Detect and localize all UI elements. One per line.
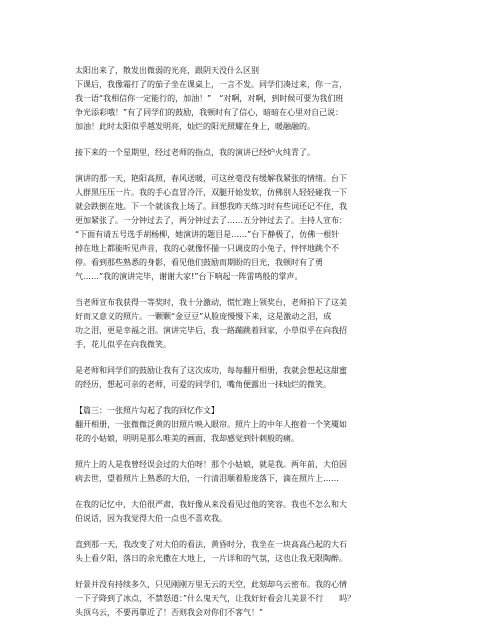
text-line: 好而又意义的照片。一颗颗“金豆豆”从脸庞慢慢下来，这是激动之泪，成 <box>75 312 332 321</box>
text-line: 太阳出来了，散发出微弱的光亮，跟阴天没什么区别 <box>75 66 259 75</box>
text-line: 演讲的那一天，艳阳高照，春风送暖，可这丝毫没有缓解我紧张的情绪。台下 <box>75 174 347 183</box>
text-line: 气……”我的演讲完毕，谢谢大家!”台下响起一阵雷鸣般的掌声。 <box>75 272 303 281</box>
paragraph <box>75 578 405 620</box>
text-line: 照片上的人是我曾经误会过的大伯呀！那个小姑娘，就是我。两年前，大伯因 <box>75 460 347 469</box>
paragraph <box>75 172 405 284</box>
text-line: 当老师宣布我获得一等奖时，我十分激动，慌忙跑上领奖台，老师拍下了这美 <box>75 298 347 307</box>
text-line: 一下子降到了冰点，不禁怒道：”什么鬼天气，让我好好看会儿美景不行 吗？ <box>75 594 356 603</box>
text-line: 花的小姑娘，明明是那么唯美的画面，我却感觉到针刺般的痛。 <box>75 434 299 443</box>
text-line: 是老师和同学们的鼓励让我有了这次成功，每每翻开相册，我就会想起这甜蜜 <box>75 366 347 375</box>
text-line: 手，花儿似乎在向我微笑。 <box>75 340 171 349</box>
paragraph <box>75 296 405 352</box>
text-line: “下面有请五号选手胡杨柳，她演讲的题目是……”台下静极了，仿佛一根针 <box>75 230 340 239</box>
text-line: 翻开相册，一张微微泛黄的旧照片映入眼帘。照片上的中年人抱着一个笑魇如 <box>75 420 347 429</box>
text-line: 的经历，想起可亲的老师，可爱的同学们，嘴角便露出一抹灿烂的微笑。 <box>75 380 331 389</box>
text-line: 掉在地上都能听见声音，我的心就像怀揣一只调皮的小兔子，怦怦地跳个不 <box>75 244 339 253</box>
paragraph <box>75 458 405 486</box>
text-line: 在我的记忆中，大伯很严肃，我好像从来没看见过他的笑容。我也不怎么和大 <box>75 500 347 509</box>
text-line: 下课后，我像霜打了的茄子坐在课桌上，一言不发。同学们凑过来，你一言， <box>75 80 347 89</box>
paragraph <box>75 64 405 134</box>
text-line: 停。看到那些熟悉的身影，看见他们鼓励而期盼的目光，我顿时有了勇 <box>75 258 323 267</box>
text-line: 功之泪，更是幸福之泪。演讲完毕后，我一路蹦跳着回家，小草似乎在向我招 <box>75 326 347 335</box>
text-line: 争光添彩哦！”有了同学们的鼓励，我顿时有了信心，暗暗在心里对自己说： <box>75 108 344 117</box>
text-line: 接下来的一个星期里，经过老师的指点，我的演讲已经炉火纯青了。 <box>75 148 315 157</box>
text-line: 人群黑压压一片。我的手心直冒冷汗，双腿开始发软，仿佛别人轻轻碰我一下 <box>75 188 347 197</box>
paragraph <box>75 404 405 446</box>
paragraph <box>75 364 405 392</box>
article-body <box>75 64 405 632</box>
text-line: 好景并没有持续多久，只见刚刚万里无云的天空，此刻却乌云密布。我的心情 <box>75 580 347 589</box>
text-line: 更加紧张了。一分钟过去了，两分钟过去了……五分钟过去了。主持人宣布： <box>75 216 347 225</box>
paragraph <box>75 538 405 566</box>
text-line: 【篇三：一张照片勾起了我的回忆作文】 <box>75 406 219 415</box>
paragraph <box>75 498 405 526</box>
text-line: 直到那一天，我改变了对大伯的看法，黄昏时分，我坐在一块高高凸起的大石 <box>75 540 347 549</box>
text-line: 病去世，望着照片上熟悉的大伯，一行清泪顺着脸庞落下，滴在照片上…… <box>75 474 339 483</box>
text-line: 我一语“我相信你一定能行的，加油！” “对啊，对啊，到时候可要为我们班 <box>75 94 344 103</box>
text-line: 伯说话，因为我觉得大伯一点也不喜欢我。 <box>75 514 227 523</box>
text-line: 头上看夕阳，落日的余光撒在大地上，一片详和的气氛，这也让我无限陶醉。 <box>75 554 347 563</box>
text-line: 加油！此时太阳似乎越发明亮，灿烂的阳光照耀在身上，暖融融的。 <box>75 122 315 131</box>
text-line: 就会跌倒在地。下一个就该我上场了。回想我昨天练习时有些词还记不住，我 <box>75 202 347 211</box>
text-line: 头顶乌云，不要再靠近了！否则我会对你们不客气！” <box>75 608 264 617</box>
paragraph <box>75 146 405 160</box>
